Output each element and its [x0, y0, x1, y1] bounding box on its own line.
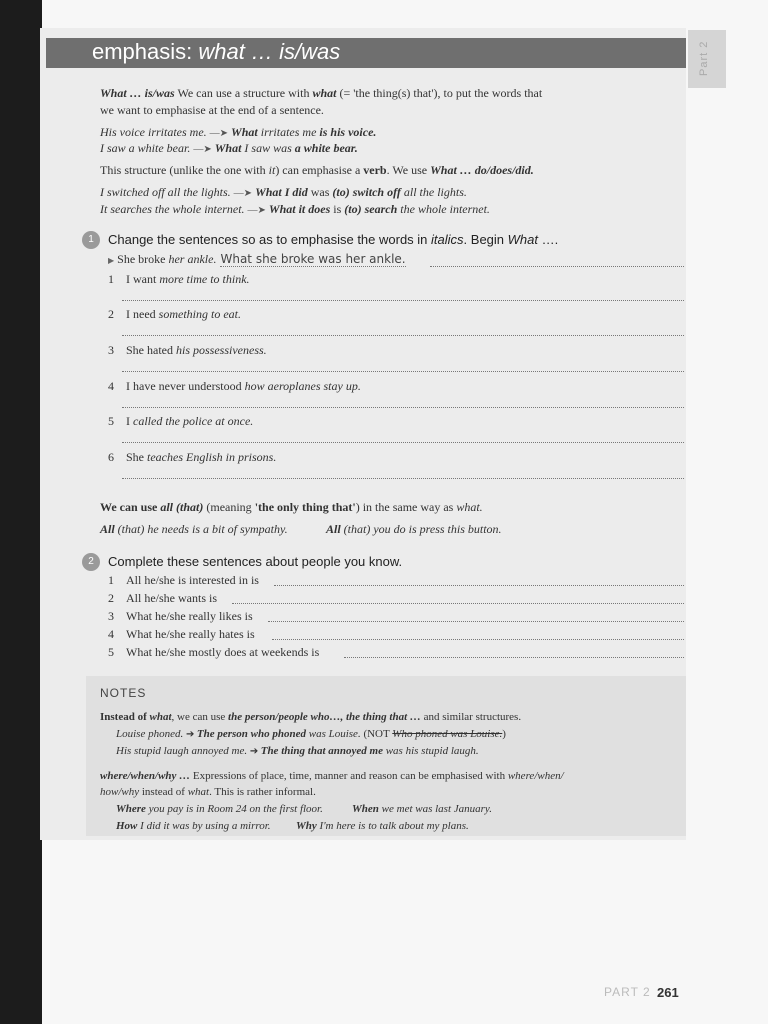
- notes-text-3: and similar structures.: [420, 711, 522, 723]
- intro-example-4: [100, 202, 490, 217]
- example-bold: What it does: [268, 202, 331, 216]
- ex2-answer-line-3[interactable]: [268, 621, 684, 622]
- all-bold: All: [326, 522, 341, 536]
- item-italic: more time to think.: [159, 272, 250, 286]
- item-italic: how aeroplanes stay up.: [244, 379, 361, 393]
- notes-ex-text: Louise phoned.: [116, 728, 186, 740]
- exercise-1-item-5: [108, 414, 253, 429]
- instruction-italics: italics: [431, 232, 464, 247]
- notes-ex-text: you pay is in Room 24 on the first floor.: [145, 803, 323, 815]
- item-text: I: [126, 414, 133, 428]
- all-that-explanation: [100, 500, 483, 515]
- instruction-text-3: ….: [537, 232, 559, 247]
- example-italic: the whole internet.: [397, 202, 490, 216]
- arrow-icon: —➤: [247, 205, 266, 216]
- all-text-3: ) in the same way as: [355, 500, 457, 514]
- item-number: 1: [108, 272, 114, 286]
- answer-line-3[interactable]: [122, 371, 684, 372]
- example-bold: What: [214, 141, 242, 155]
- notes-example-3: [116, 803, 323, 815]
- notes-ex-bold: Where: [116, 803, 146, 815]
- item-text: All he/she wants is: [126, 591, 217, 605]
- example-italic: all the lights.: [400, 185, 467, 199]
- arrow-icon: ➔: [249, 746, 261, 757]
- item-text: I have never understood: [126, 379, 245, 393]
- all-example-text: (that) he needs is a bit of sympathy.: [114, 522, 288, 536]
- exercise-1-example: [108, 252, 406, 267]
- item-number: 2: [108, 591, 114, 605]
- notes-ex-bold: When: [352, 803, 379, 815]
- example-sentence: It searches the whole internet.: [100, 202, 245, 216]
- all-text: We can use: [100, 500, 161, 514]
- intro-term-what: what: [312, 86, 337, 100]
- example-bold-2: a white bear.: [294, 141, 358, 155]
- notes-ex-bold: How: [116, 820, 138, 832]
- intro-example-1: [100, 125, 376, 140]
- page-number: 261: [657, 985, 679, 1000]
- notes-ex-bold: Why: [296, 820, 317, 832]
- all-text-2: (meaning: [203, 500, 255, 514]
- answer-line-6[interactable]: [122, 478, 684, 479]
- item-text: I want: [126, 272, 160, 286]
- exercise-2-instruction: Complete these sentences about people you know.: [108, 554, 403, 569]
- exercise-1-item-3: [108, 343, 267, 358]
- item-text: She: [126, 450, 147, 464]
- item-number: 5: [108, 645, 114, 659]
- intro-structure-line: [100, 163, 534, 178]
- item-number: 2: [108, 307, 114, 321]
- exercise-1-item-4: [108, 379, 361, 394]
- answer-line-5[interactable]: [122, 442, 684, 443]
- notes-example-1: [116, 728, 506, 740]
- notes-text: Expressions of place, time, manner and reason can be emphasised with: [190, 770, 508, 782]
- notes-ex-text: His stupid laugh annoyed me.: [116, 745, 250, 757]
- exercise-2-number-badge: 2: [82, 553, 100, 571]
- exercise-1-item-6: [108, 450, 276, 465]
- example-sentence: His voice irritates me.: [100, 125, 207, 139]
- instruction-what: What: [507, 232, 538, 247]
- item-number: 6: [108, 450, 114, 464]
- structure-text-3: . We use: [386, 163, 431, 177]
- intro-line-1: [100, 86, 542, 101]
- item-number: 5: [108, 414, 114, 428]
- exercise-1-instruction: [108, 232, 558, 247]
- arrow-icon: —➤: [209, 128, 229, 139]
- notes-text: instead of: [139, 786, 188, 798]
- all-that-example-2: [326, 522, 502, 537]
- structure-what-do: What … do/does/did.: [430, 163, 534, 177]
- notes-text-2: , we can use: [171, 711, 229, 723]
- notes-italic: how/why: [100, 786, 140, 798]
- notes-struck-example: Who phoned was Louise.: [392, 728, 503, 740]
- exercise-2-item-3: [108, 609, 253, 624]
- answer-line-2[interactable]: [122, 335, 684, 336]
- ex2-answer-line-5[interactable]: [344, 657, 684, 658]
- title-prefix: emphasis:: [92, 39, 199, 64]
- structure-text-2: ) can emphasise a: [275, 163, 364, 177]
- example-text: was: [307, 185, 333, 199]
- ex2-answer-line-1[interactable]: [274, 585, 684, 586]
- example-bold: What I did: [255, 185, 308, 199]
- notes-para-2: [100, 770, 564, 782]
- instruction-text-2: . Begin: [463, 232, 508, 247]
- example-text: is: [330, 202, 345, 216]
- item-text: All he/she is interested in is: [126, 573, 259, 587]
- example-text: She broke: [117, 252, 169, 266]
- item-italic: his possessiveness.: [176, 343, 267, 357]
- side-tab-label: Part 2: [698, 40, 710, 76]
- example-bold-2: (to) search: [344, 202, 398, 216]
- notes-ex-text: I did it was by using a mirror.: [137, 820, 271, 832]
- arrow-icon: ➔: [185, 729, 197, 740]
- title-emphasis: what … is/was: [198, 39, 341, 64]
- notes-para-1: [100, 711, 521, 723]
- example-sentence: I saw a white bear.: [100, 141, 191, 155]
- intro-text: We can use a structure with: [174, 86, 313, 100]
- ex2-answer-line-4[interactable]: [272, 639, 684, 640]
- notes-ex-text-2: was Louise.: [305, 728, 361, 740]
- notes-ex-text: I'm here is to talk about my plans.: [316, 820, 469, 832]
- item-italic: called the police at once.: [133, 414, 254, 428]
- item-text: She hated: [126, 343, 176, 357]
- example-bold-2: is his voice.: [319, 125, 377, 139]
- notes-text: Instead of: [100, 711, 150, 723]
- item-italic: teaches English in prisons.: [147, 450, 277, 464]
- intro-term: What … is/was: [100, 86, 175, 100]
- notes-example-4: [352, 803, 492, 815]
- example-handwritten-answer: What she broke was her ankle.: [220, 252, 406, 266]
- notes-structures: the person/people who…, the thing that …: [228, 711, 421, 723]
- item-number: 4: [108, 627, 114, 641]
- structure-verb: verb: [363, 163, 387, 177]
- footer-part-label: PART 2: [604, 985, 651, 999]
- intro-text-2: (= 'the thing(s) that'), to put the words that: [336, 86, 543, 100]
- page-title: [92, 39, 340, 65]
- example-italic: irritates me: [257, 125, 320, 139]
- scan-left-edge: [0, 0, 42, 1024]
- example-bold-2: (to) switch off: [332, 185, 401, 199]
- notes-ex-bold: The person who phoned: [196, 728, 306, 740]
- item-number: 1: [108, 573, 114, 587]
- example-bold: What: [231, 125, 258, 139]
- notes-ex-text: we met was last January.: [378, 803, 492, 815]
- exercise-2-item-2: [108, 591, 217, 606]
- notes-heading: NOTES: [100, 686, 147, 700]
- part-side-tab: [688, 30, 726, 88]
- item-italic: something to eat.: [158, 307, 241, 321]
- all-that-term: all (that): [160, 500, 204, 514]
- notes-where-when-why: where/when/why …: [100, 770, 191, 782]
- intro-example-3: [100, 185, 467, 200]
- notes-example-6: [296, 820, 469, 832]
- all-that-example-1: [100, 522, 288, 537]
- bullet-arrow-icon: ▶: [108, 256, 115, 265]
- exercise-1-number-badge: 1: [82, 231, 100, 249]
- all-bold: All: [100, 522, 115, 536]
- item-text: What he/she mostly does at weekends is: [126, 645, 320, 659]
- notes-what: what: [187, 786, 210, 798]
- exercise-1-item-1: [108, 272, 250, 287]
- example-italic: I saw was: [241, 141, 295, 155]
- item-text: What he/she really likes is: [126, 609, 253, 623]
- example-italic: her ankle.: [168, 252, 217, 266]
- exercise-2-item-4: [108, 627, 255, 642]
- arrow-icon: —➤: [193, 144, 212, 155]
- all-what: what.: [456, 500, 483, 514]
- item-text: I need: [126, 307, 159, 321]
- answer-line-4[interactable]: [122, 407, 684, 408]
- exercise-1-item-2: [108, 307, 241, 322]
- notes-para-2-cont: [100, 786, 316, 798]
- notes-not: (NOT: [360, 728, 393, 740]
- exercise-2-item-5: [108, 645, 319, 660]
- exercise-2-item-1: [108, 573, 259, 588]
- item-text: What he/she really hates is: [126, 627, 255, 641]
- intro-line-2: we want to emphasise at the end of a sentence.: [100, 103, 324, 117]
- ex2-answer-line-2[interactable]: [232, 603, 684, 604]
- structure-text: This structure (unlike the one with: [100, 163, 269, 177]
- notes-example-2: [116, 745, 479, 757]
- all-meaning: 'the only thing that': [254, 500, 356, 514]
- arrow-icon: —➤: [233, 188, 253, 199]
- item-number: 3: [108, 343, 114, 357]
- notes-ex-bold: The thing that annoyed me: [260, 745, 383, 757]
- notes-close-paren: ): [502, 728, 506, 740]
- intro-example-2: [100, 141, 358, 156]
- example-sentence: I switched off all the lights.: [100, 185, 231, 199]
- structure-it: it: [268, 163, 276, 177]
- notes-text-2: . This is rather informal.: [209, 786, 316, 798]
- notes-example-5: [116, 820, 271, 832]
- all-example-text: (that) you do is press this button.: [340, 522, 502, 536]
- notes-ex-text-2: was his stupid laugh.: [382, 745, 479, 757]
- notes-italic: where/when/: [507, 770, 564, 782]
- item-number: 4: [108, 379, 114, 393]
- answer-line-1[interactable]: [122, 300, 684, 301]
- instruction-text: Change the sentences so as to emphasise the words in: [108, 232, 432, 247]
- item-number: 3: [108, 609, 114, 623]
- example-answer-dotted-line: [430, 266, 684, 267]
- notes-what: what: [149, 711, 172, 723]
